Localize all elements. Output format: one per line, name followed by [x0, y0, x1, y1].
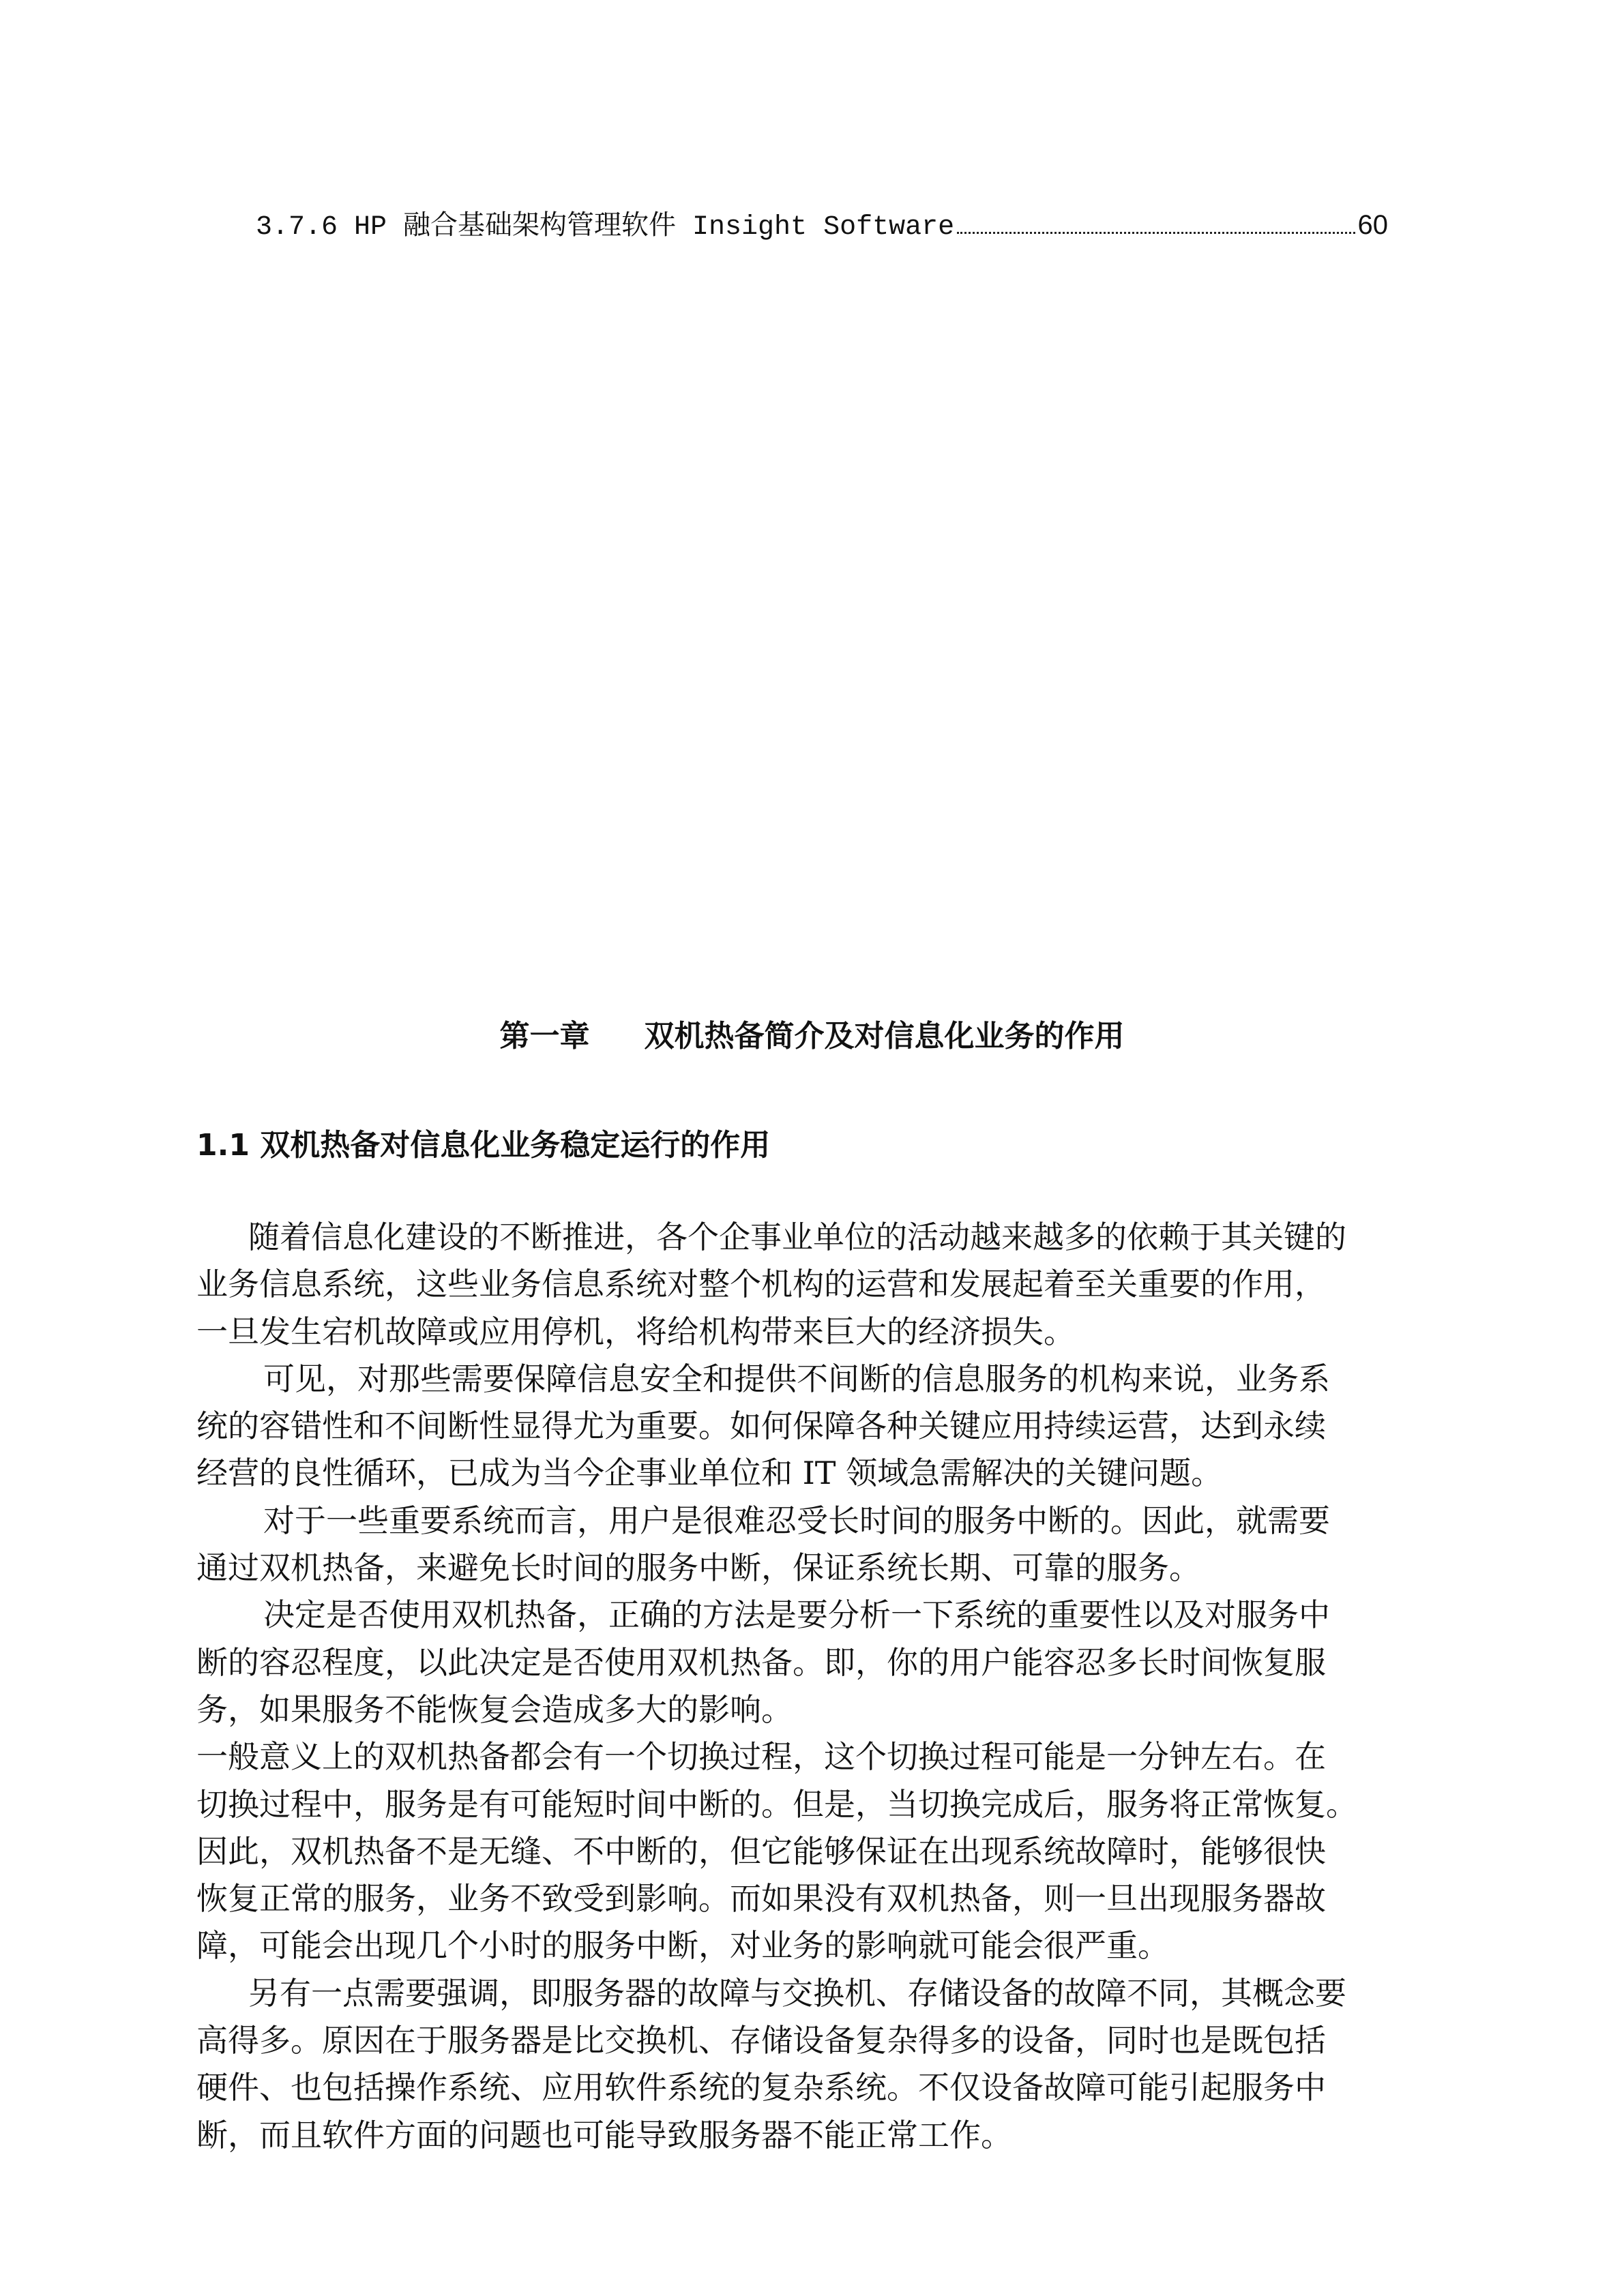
paragraph-line: 统的容错性和不间断性显得尤为重要。如何保障各种关键应用持续运营，达到永续: [196, 1407, 1326, 1445]
body-text: [196, 1214, 1397, 2159]
paragraph-line: 硬件、也包括操作系统、应用软件系统的复杂系统。不仅设备故障可能引起服务中: [196, 2069, 1326, 2106]
paragraph-line: 因此，双机热备不是无缝、不中断的，但它能够保证在出现系统故障时，能够很快: [196, 1832, 1326, 1870]
paragraph-line: 随着信息化建设的不断推进，各个企事业单位的活动越来越多的依赖于其关键的: [248, 1219, 1346, 1255]
paragraph-line: 恢复正常的服务，业务不致受到影响。而如果没有双机热备，则一旦出现服务器故: [196, 1880, 1326, 1918]
paragraph-line: 一旦发生宕机故障或应用停机，将给机构带来巨大的经济损失。: [196, 1313, 1075, 1350]
toc-entry-title: 3.7.6 HP 融合基础架构管理软件 Insight Software: [256, 212, 955, 243]
paragraph-line: 断，而且软件方面的问题也可能导致服务器不能正常工作。: [196, 2116, 1012, 2153]
paragraph-line: 障，可能会出现几个小时的服务中断，对业务的影响就可能会很严重。: [196, 1927, 1169, 1965]
paragraph-line: 对于一些重要系统而言，用户是很难忍受长时间的服务中断的。因此，就需要: [263, 1502, 1330, 1539]
paragraph-line: 切换过程中，服务是有可能短时间中断的。但是，当切换完成后，服务将正常恢复。: [196, 1785, 1357, 1823]
paragraph-line: 另有一点需要强调，即服务器的故障与交换机、存储设备的故障不同，其概念要: [248, 1974, 1346, 2012]
toc-leader-dots: [957, 232, 1355, 234]
paragraph-line: 经营的良性循环，已成为当今企事业单位和 IT 领域急需解决的关键问题。: [196, 1455, 1223, 1492]
paragraph-line: 决定是否使用双机热备，正确的方法是要分析一下系统的重要性以及对服务中: [263, 1596, 1330, 1634]
paragraph-line: 务，如果服务不能恢复会造成多大的影响。: [196, 1690, 793, 1728]
chapter-heading: [0, 1016, 1624, 1057]
section-heading: 1.1 双机热备对信息化业务稳定运行的作用: [196, 1128, 771, 1163]
paragraph-line: 通过双机热备，来避免长时间的服务中断，保证系统长期、可靠的服务。: [196, 1549, 1200, 1587]
paragraph-line: 断的容忍程度，以此决定是否使用双机热备。即，你的用户能容忍多长时间恢复服: [196, 1643, 1326, 1681]
paragraph-line: 可见，对那些需要保障信息安全和提供不间断的信息服务的机构来说，业务系: [263, 1360, 1330, 1397]
toc-page-number: 60: [1357, 210, 1388, 240]
paragraph-line: 一般意义上的双机热备都会有一个切换过程，这个切换过程可能是一分钟左右。在: [196, 1738, 1326, 1776]
toc-entry[interactable]: [256, 206, 1388, 247]
paragraph-line: 高得多。原因在于服务器是比交换机、存储设备复杂得多的设备，同时也是既包括: [196, 2022, 1326, 2059]
chapter-number: 第一章: [499, 1019, 590, 1054]
paragraph-line: 业务信息系统，这些业务信息系统对整个机构的运营和发展起着至关重要的作用，: [196, 1266, 1326, 1303]
chapter-title: 双机热备简介及对信息化业务的作用: [644, 1019, 1125, 1054]
